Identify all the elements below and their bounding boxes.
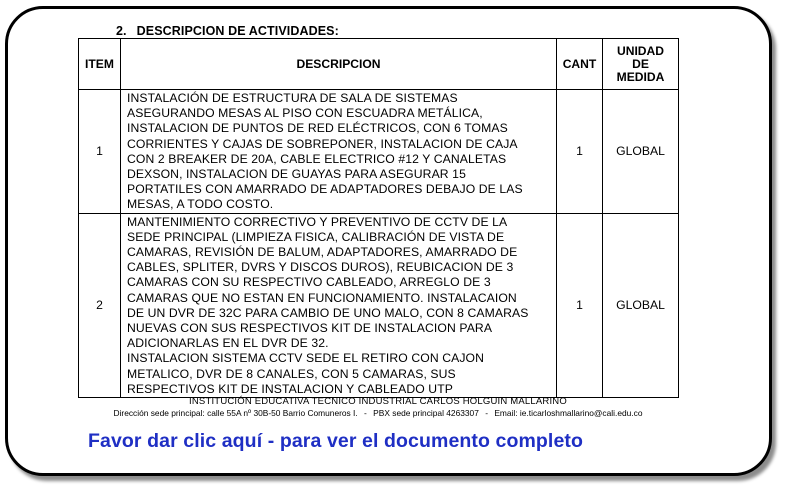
description-line: CON 2 BREAKER DE 20A, CABLE ELECTRICO #12 Y CANALETAS	[127, 151, 507, 166]
header-unidad-line2: DE	[632, 56, 649, 71]
description-line: ASEGURANDO MESAS AL PISO CON ESCUADRA METÁLICA,	[127, 106, 483, 121]
table-header-row	[79, 39, 679, 90]
description-line: INSTALACIÓN DE ESTRUCTURA DE SALA DE SISTEMAS	[127, 91, 458, 105]
view-full-document-link[interactable]: Favor dar clic aquí - para ver el documento completo	[88, 430, 583, 452]
row-description	[121, 90, 557, 214]
description-line: CABLES, SPLITER, DVRS Y DISCOS DUROS), REUBICACION DE 3	[127, 260, 514, 275]
description-line: METALICO, DVR DE 8 CANALES, CON 5 CAMARAS, SUS	[127, 366, 456, 381]
footer-email: Email: ie.ticarloshmallarino@cali.edu.co	[494, 408, 643, 418]
description-line: SEDE PRINCIPAL (LIMPIEZA FISICA, CALIBRACIÓN DE VISTA DE	[127, 229, 505, 244]
table-row	[79, 90, 679, 214]
row-unidad: GLOBAL	[603, 90, 679, 214]
section-title	[116, 24, 339, 38]
description-line: PORTATILES CON AMARRADO DE ADAPTADORES DEBAJO DE LAS	[127, 182, 523, 197]
footer-separator: -	[485, 408, 488, 418]
description-line: NUEVAS CON SUS RESPECTIVOS KIT DE INSTALACION PARA	[127, 321, 493, 336]
row-cant: 1	[557, 213, 603, 397]
activities-table	[78, 38, 679, 398]
row-unidad: GLOBAL	[603, 213, 679, 397]
description-line: CAMARAS, REVISIÓN DE BALUM, ADAPTADORES, AMARRADO DE	[127, 245, 518, 260]
footer-address: Dirección sede principal: calle 55A nº 30B-50 Barrio Comuneros I.	[113, 408, 358, 418]
header-unidad-line3: MEDIDA	[616, 69, 665, 84]
description-line: RESPECTIVOS KIT DE INSTALACION Y CABLEADO UTP	[127, 381, 453, 396]
description-line: MANTENIMIENTO CORRECTIVO Y PREVENTIVO DE CCTV DE LA	[127, 214, 508, 229]
footer-separator: -	[364, 408, 367, 418]
header-item: ITEM	[79, 39, 121, 90]
description-line: INSTALACION SISTEMA CCTV SEDE EL RETIRO CON CAJON	[127, 351, 485, 366]
footer-phone: PBX sede principal 4263307	[373, 408, 479, 418]
row-description	[121, 213, 557, 397]
description-line: DEXSON, INSTALACION DE GUAYAS PARA ASEGURAR 15	[127, 167, 466, 182]
footer-contact	[78, 408, 678, 418]
header-descripcion: DESCRIPCION	[121, 39, 557, 90]
description-line: CAMARAS CON SU RESPECTIVO CABLEADO, ARREGLO DE 3	[127, 275, 491, 290]
header-cant: CANT	[557, 39, 603, 90]
row-item-number: 1	[79, 90, 121, 214]
description-line: CAMARAS QUE NO ESTAN EN FUNCIONAMIENTO. INSTALACAION	[127, 290, 517, 305]
description-line: INSTALACION DE PUNTOS DE RED ELÉCTRICOS, CON 6 TOMAS	[127, 121, 508, 136]
section-number: 2.	[116, 24, 127, 38]
row-item-number: 2	[79, 213, 121, 397]
header-unidad-medida	[603, 39, 679, 90]
row-cant: 1	[557, 90, 603, 214]
header-unidad-line1: UNIDAD	[616, 43, 665, 58]
footer-institution: INSTITUCIÓN EDUCATIVA TECNICO INDUSTRIAL CARLOS HOLGUIN MALLARINO	[189, 396, 567, 407]
section-heading: DESCRIPCION DE ACTIVIDADES:	[136, 24, 339, 38]
description-line: CORRIENTES Y CAJAS DE SOBREPONER, INSTALACION DE CAJA	[127, 136, 518, 151]
description-line: ADICIONARLAS EN EL DVR DE 32.	[127, 336, 329, 351]
table-row	[79, 213, 679, 397]
description-line: MESAS, A TODO COSTO.	[127, 197, 274, 212]
description-line: DE UN DVR DE 32C PARA CAMBIO DE UNO MALO, CON 8 CAMARAS	[127, 305, 529, 320]
